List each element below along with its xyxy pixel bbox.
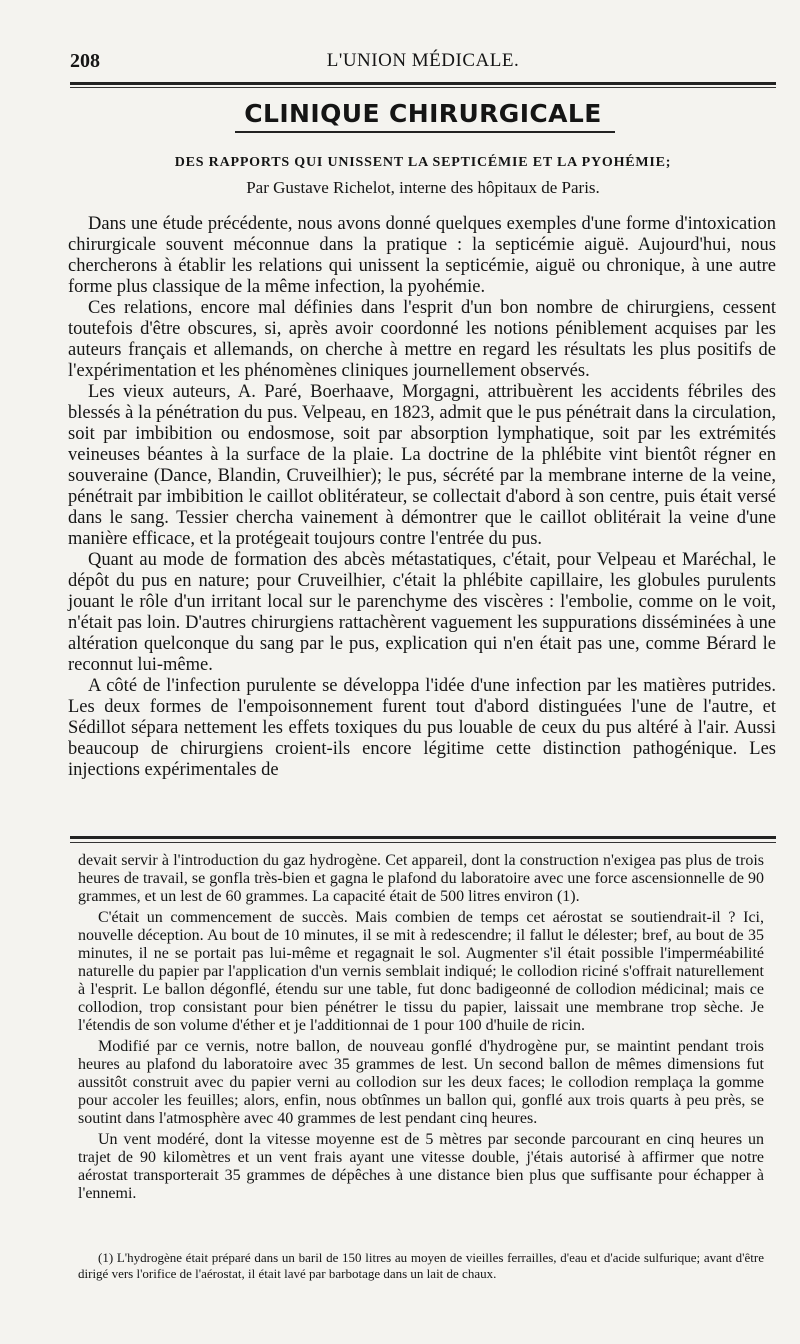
feuilleton-rule-thin — [70, 842, 776, 843]
running-head: L'UNION MÉDICALE. — [326, 50, 520, 71]
article-paragraph: Les vieux auteurs, A. Paré, Boerhaave, Morgagni, attribuèrent les accidents fébriles des blessés à la pénétration du pus. Velpeau, en 1823, admit que le pus pénétrait dans la circulation, soit par imbibition ou endosmose, soit par absorption lymphatique, soit par les extrémités veineuses béantes à la surface de la plaie. La doctrine de la phlébite vint bientôt régner en souveraine (Dance, Blandin, Cruveilhier); le pus, sécrété par la membrane interne de la veine, pénétrait par imbibition le caillot oblitérateur, se collectait d'abord à son centre, puis était versé dans le sang. Tessier chercha vainement à démontrer que le caillot oblitérait la veine d'une manière efficace, et la protégeait toujours contre l'entrée du pus. — [68, 382, 776, 549]
header-rule — [70, 82, 776, 85]
article-subtitle: DES RAPPORTS QUI UNISSENT LA SEPTICÉMIE ET LA PYOHÉMIE; — [174, 155, 672, 170]
article-paragraph: Ces relations, encore mal définies dans l'esprit d'un bon nombre de chirurgiens, cessent toutefois d'être obscures, si, après avoir coordonné les notions péniblement acquises par les auteurs français et allemands, on cherche à mettre en regard les résultats les plus positifs de l'expérimentation et les phénomènes cliniques journellement observés. — [68, 298, 776, 381]
title-rule — [235, 131, 615, 133]
feuilleton-rule — [70, 836, 776, 839]
article-paragraph: Quant au mode de formation des abcès métastatiques, c'était, pour Velpeau et Maréchal, le dépôt du pus en nature; pour Cruveilhier, c'était la phlébite capillaire, les globules purulents jouant le rôle d'un irritant local sur le parenchyme des viscères : l'embolie, comme on le voit, n'était pas loin. D'autres chirurgiens rattachèrent vaguement les suppurations disséminées à une altération quelconque du sang par le pus, explication qui n'en était pas une, comme Bérard le reconnut lui-même. — [68, 550, 776, 675]
page-number: 208 — [70, 50, 100, 72]
article-title: CLINIQUE CHIRURGICALE — [244, 99, 602, 128]
article-paragraph: A côté de l'infection purulente se développa l'idée d'une infection par les matières putrides. Les deux formes de l'empoisonnement furent tout d'abord distinguées l'une de l'autre, et Sédillot sépara nettement les effets toxiques du pus louable de ceux du pus altéré à l'air. Aussi beaucoup de chirurgiens croient-ils encore légitime cette distinction pathogénique. Les injections expérimentales de — [68, 676, 776, 780]
feuilleton-paragraph: devait servir à l'introduction du gaz hydrogène. Cet appareil, dont la construction n'exigea pas plus de trois heures de travail, se gonfla très-bien et gagna le plafond du laboratoire avec une force ascensionnelle de 90 grammes, et un lest de 60 grammes. La capacité était de 500 litres environ (1). — [78, 852, 764, 905]
article-paragraph: Dans une étude précédente, nous avons donné quelques exemples d'une forme d'intoxication chirurgicale souvent méconnue dans la pratique : la septicémie aiguë. Aujourd'hui, nous chercherons à établir les relations qui unissent la septicémie, aiguë ou chronique, à une autre forme plus classique de la même infection, la pyohémie. — [68, 214, 776, 297]
page-header — [70, 46, 776, 76]
feuilleton-body — [78, 852, 764, 1206]
footnote-text: (1) L'hydrogène était préparé dans un baril de 150 litres au moyen de vieilles ferrailles, d'eau et d'acide sulfurique; avant d'être dirigé vers l'orifice de l'aérostat, il était lavé par barbotage dans un lait de chaux. — [78, 1250, 764, 1281]
article-author: Par Gustave Richelot, interne des hôpitaux de Paris. — [246, 178, 600, 197]
feuilleton-paragraph: C'était un commencement de succès. Mais combien de temps cet aérostat se soutiendrait-il ? Ici, nouvelle déception. Au bout de 10 minutes, il se mit à redescendre; il fallut le délester; bref, au bout de 35 minutes, il ne se portait pas lui-même et regagnait le sol. Augmenter s'il était possible l'imperméabilité naturelle du papier par l'application d'un vernis semblait indiqué; le collodion riciné s'offrait naturellement à l'esprit. Le ballon dégonflé, étendu sur une table, fut donc badigeonné de collodion médicinal; mais ce collodion, trop consistant pour bien pénétrer le tissu du papier, laissait une membrane trop sèche. Je l'étendis de son volume d'éther et je l'additionnai de 1 pour 100 d'huile de ricin. — [78, 909, 764, 1034]
article-body — [68, 214, 776, 781]
feuilleton-paragraph: Un vent modéré, dont la vitesse moyenne est de 5 mètres par seconde parcourant en cinq heures un trajet de 90 kilomètres et un vent frais ayant une vitesse double, j'étais autorisé à affirmer que notre aérostat transporterait 35 grammes de dépêches à une distance bien plus que suffisante pour échapper à l'ennemi. — [78, 1131, 764, 1202]
footnote — [78, 1250, 764, 1282]
header-rule-thin — [70, 87, 776, 88]
feuilleton-paragraph: Modifié par ce vernis, notre ballon, de nouveau gonflé d'hydrogène pur, se maintint pendant trois heures au plafond du laboratoire avec 35 grammes de lest. Un second ballon de mêmes dimensions fut aussitôt construit avec du papier verni au collodion sur les deux faces; le collodion remplaça la gomme pour accoler les feuilles; alors, enfin, nous obtînmes un ballon qui, gonflé aux trois quarts à peu près, se soutint dans l'atmosphère avec 40 grammes de lest pendant cinq heures. — [78, 1038, 764, 1127]
